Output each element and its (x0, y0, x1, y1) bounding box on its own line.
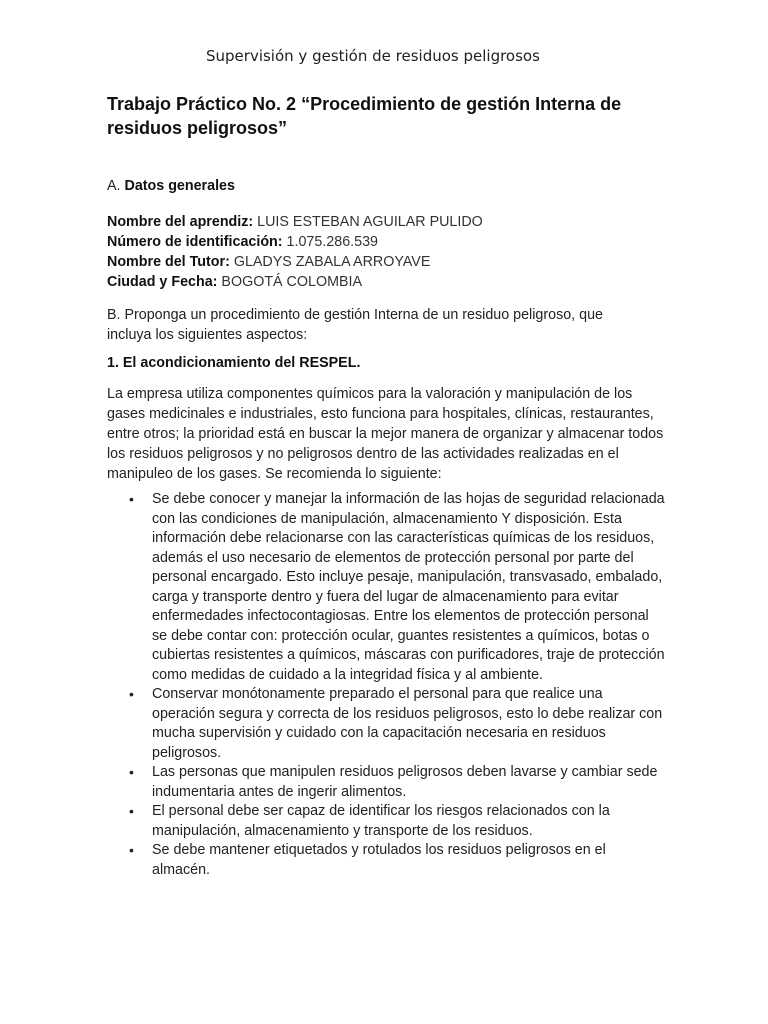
info-value: BOGOTÁ COLOMBIA (221, 274, 363, 290)
info-label: Nombre del Tutor: (107, 254, 230, 270)
section-a-prefix: A. (107, 178, 121, 194)
section-a-label: Datos generales (124, 178, 235, 194)
general-data (107, 212, 483, 292)
section-a-heading (107, 176, 235, 196)
info-value: GLADYS ZABALA ARROYAVE (233, 254, 431, 270)
section-b-instruction: B. Proponga un procedimiento de gestión Interna de un residuo peligroso, que incluya los siguientes aspectos: (107, 307, 603, 343)
bullet-icon: • (129, 842, 134, 858)
section-heading-1: 1. El acondicionamiento del RESPEL. (107, 355, 361, 371)
list-item-text: Se debe conocer y manejar la información de las hojas de seguridad relacionada con las condiciones de manipulación, almacenamiento Y disposición. Esta información debe relacionarse con las características químicas de los residuos, además el uso necesario de elementos de protección personal por parte del personal encargado. Esto incluye pesaje, manipulación, transvasado, embalado, carga y transporte dentro y fuera del lugar de almacenamiento para evitar enfermedades infectocontagiosas. Entre los elementos de protección personal se debe contar con: protección ocular, guantes resistentes a químicos, botas o cubiertas resistentes a químicos, máscaras con purificadores, traje de protección como medidas de cuidado a la integridad física y al ambiente. (152, 491, 665, 683)
info-row-city-date (107, 272, 483, 292)
intro-paragraph: La empresa utiliza componentes químicos para la valoración y manipulación de los gases medicinales e industriales, esto funciona para hospitales, clínicas, restaurantes, entre otros; la prioridad está en buscar la mejor manera de organizar y almacenar todos los residuos peligrosos y no peligrosos dentro de las actividades realizadas en el manipuleo de los gases. Se recomienda lo siguiente: (107, 386, 664, 482)
list-item (107, 490, 667, 685)
info-label: Número de identificación: (107, 234, 283, 250)
info-label: Ciudad y Fecha: (107, 274, 218, 290)
list-item-text: Las personas que manipulen residuos peligrosos deben lavarse y cambiar sede indumentaria antes de ingerir alimentos. (152, 764, 658, 800)
recommendation-list (107, 490, 667, 880)
list-item-text: Conservar monótonamente preparado el personal para que realice una operación segura y correcta de los residuos peligrosos, esto lo debe realizar con mucha supervisión y cuidado con la capacitación necesaria en residuos peligrosos. (152, 686, 663, 761)
list-item (107, 685, 667, 763)
info-row-tutor (107, 252, 483, 272)
list-item-text: Se debe mantener etiquetados y rotulados los residuos peligrosos en el almacén. (152, 842, 606, 878)
list-item-text: El personal debe ser capaz de identificar los riesgos relacionados con la manipulación, almacenamiento y transporte de los residuos. (152, 803, 610, 839)
info-value: LUIS ESTEBAN AGUILAR PULIDO (257, 214, 483, 230)
info-label: Nombre del aprendiz: (107, 214, 254, 230)
info-row-apprentice (107, 212, 483, 232)
bullet-icon: • (129, 686, 134, 702)
info-row-id-number (107, 232, 483, 252)
list-item (107, 763, 667, 802)
bullet-icon: • (129, 764, 134, 780)
bullet-icon: • (129, 491, 134, 507)
page-header: Supervisión y gestión de residuos peligrosos (206, 47, 540, 65)
info-value: 1.075.286.539 (286, 234, 378, 250)
bullet-icon: • (129, 803, 134, 819)
list-item (107, 841, 667, 880)
list-item (107, 802, 667, 841)
document-title: Trabajo Práctico No. 2 “Procedimiento de gestión Interna de residuos peligrosos” (107, 94, 622, 138)
